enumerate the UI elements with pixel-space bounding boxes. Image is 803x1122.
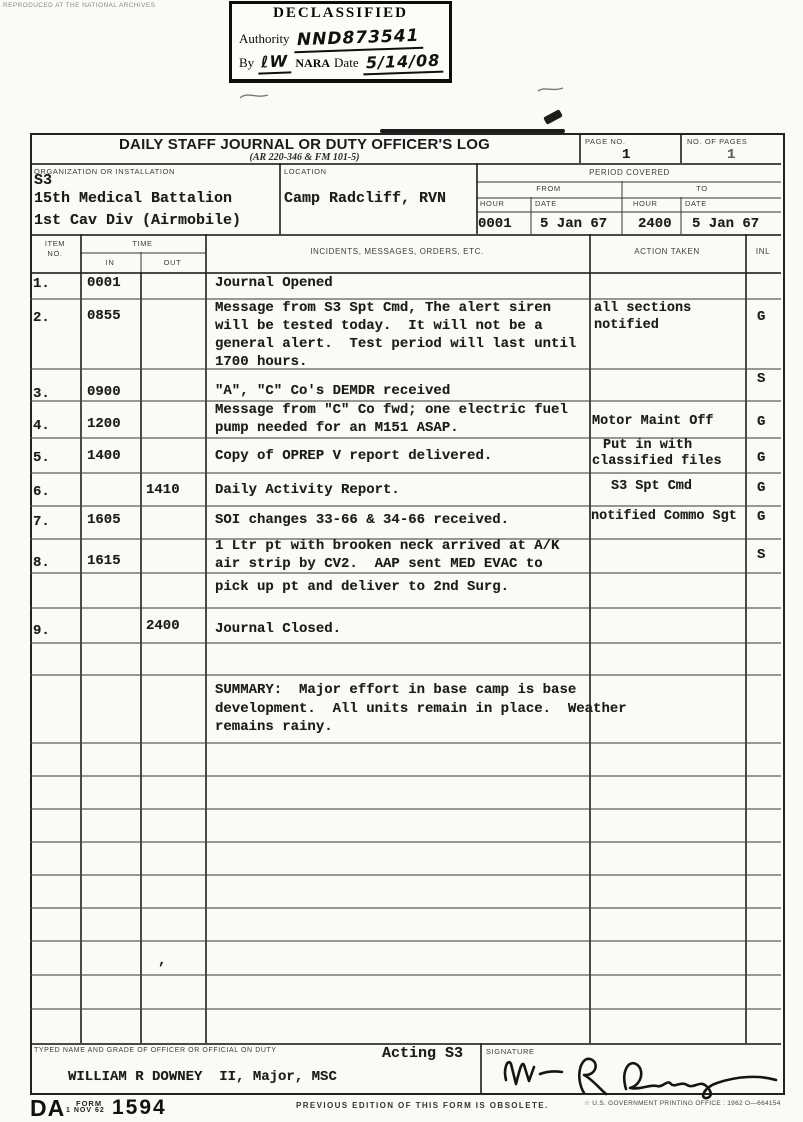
time-in: 1400 (87, 448, 121, 464)
inl-initial: G (757, 414, 766, 430)
msg-line: Journal Opened (215, 275, 333, 291)
action-line: S3 Spt Cmd (611, 479, 693, 494)
location-label: LOCATION (284, 167, 327, 176)
location-value: Camp Radcliff, RVN (284, 190, 447, 207)
msg-line: Message from "C" Co fwd; one electric fuel (215, 402, 568, 418)
inl-initial: S (757, 371, 766, 387)
inl-initial: G (757, 309, 766, 325)
footer-gpo-note: ☆ U.S. GOVERNMENT PRINTING OFFICE : 1962 O—664154 (584, 1100, 781, 1107)
time-in: 1605 (87, 512, 121, 528)
organization-label: ORGANIZATION OR INSTALLATION (34, 167, 175, 176)
summary-line: development. All units remain in place. Weather (215, 701, 627, 717)
inl-initial: S (757, 547, 766, 563)
scan-squiggle-artifact (536, 84, 566, 96)
col-header-in: IN (105, 258, 115, 267)
stamp-authority-line (239, 25, 422, 51)
item-no: 4. (33, 418, 50, 434)
signature-scrawl (492, 1048, 788, 1106)
item-no: 2. (33, 310, 50, 326)
footer-obsolete-note: PREVIOUS EDITION OF THIS FORM IS OBSOLETE. (296, 1101, 549, 1110)
to-date-value: 5 Jan 67 (692, 216, 760, 232)
msg-line: general alert. Test period will last until (215, 336, 577, 352)
scan-squiggle-artifact (238, 90, 272, 102)
stamp-agency: NARA (295, 56, 331, 70)
msg-line: pick up pt and deliver to 2nd Surg. (215, 579, 510, 595)
to-hour-value: 2400 (638, 216, 672, 232)
msg-line: Message from S3 Spt Cmd, The alert siren (215, 300, 552, 316)
from-date-value: 5 Jan 67 (540, 216, 608, 232)
msg-line: Copy of OPREP V report delivered. (215, 448, 493, 464)
stray-mark: , (158, 953, 167, 969)
no-of-pages-value: 1 (727, 147, 736, 163)
col-header-out: OUT (163, 258, 182, 267)
footer-form-label: FORM (76, 1099, 103, 1108)
form-title: DAILY STAFF JOURNAL OR DUTY OFFICER'S LOG (119, 136, 490, 153)
action-line: notified Commo Sgt (591, 509, 737, 524)
action-line: Motor Maint Off (592, 414, 714, 429)
summary-line: remains rainy. (215, 719, 333, 735)
col-header-inl: INL (755, 247, 771, 256)
period-to-label: TO (696, 184, 708, 193)
msg-line: 1700 hours. (215, 354, 308, 370)
stamp-by-initials: ℓW (258, 51, 292, 74)
time-in: 1615 (87, 553, 121, 569)
col-header-time: TIME (132, 239, 153, 248)
typed-name-label: TYPED NAME AND GRADE OF OFFICER OR OFFICIAL ON DUTY (34, 1047, 277, 1054)
msg-line: air strip by CV2. AAP sent MED EVAC to (215, 556, 543, 572)
summary-line: SUMMARY: Major effort in base camp is base (215, 682, 577, 698)
footer-form-date: 1 NOV 62 (66, 1107, 105, 1114)
item-no: 3. (33, 386, 50, 402)
organization-line2: 15th Medical Battalion (34, 190, 233, 207)
scan-smudge-artifact (543, 109, 563, 125)
duty-title-value: Acting S3 (382, 1045, 464, 1062)
no-of-pages-label: NO. OF PAGES (687, 137, 748, 146)
stamp-authority-value: NND873541 (293, 26, 422, 53)
time-in: 0900 (87, 384, 121, 400)
item-no: 9. (33, 623, 50, 639)
inl-initial: G (757, 480, 766, 496)
item-no: 5. (33, 450, 50, 466)
archives-watermark: REPRODUCED AT THE NATIONAL ARCHIVES (3, 2, 156, 9)
from-date-label: DATE (535, 199, 557, 208)
msg-line: will be tested today. It will not be a (215, 318, 543, 334)
signature-label: SIGNATURE (486, 1047, 535, 1056)
msg-line: Journal Closed. (215, 621, 342, 637)
item-no: 1. (33, 276, 50, 292)
footer-form-number: 1594 (112, 1096, 167, 1119)
form-outer-border (30, 133, 785, 1095)
time-in: 0001 (87, 275, 121, 291)
period-from-label: FROM (536, 184, 561, 193)
col-header-no: NO. (47, 249, 63, 258)
msg-line: pump needed for an M151 ASAP. (215, 420, 459, 436)
from-hour-value: 0001 (478, 216, 512, 232)
item-no: 8. (33, 555, 50, 571)
msg-line: 1 Ltr pt with brooken neck arrived at A/K (215, 538, 560, 554)
declassified-stamp (229, 1, 452, 83)
col-header-item: ITEM (44, 239, 66, 248)
action-line: Put in with (603, 438, 693, 453)
item-no: 6. (33, 484, 50, 500)
time-in: 1200 (87, 416, 121, 432)
col-header-action: ACTION TAKEN (634, 247, 700, 256)
organization-line3: 1st Cav Div (Airmobile) (34, 212, 242, 229)
stamp-date-value: 5/14/08 (362, 51, 443, 76)
action-line: classified files (592, 454, 722, 469)
msg-line: SOI changes 33-66 & 34-66 received. (215, 512, 510, 528)
page-no-label: PAGE NO. (585, 137, 626, 146)
inl-initial: G (757, 450, 766, 466)
col-header-incidents: INCIDENTS, MESSAGES, ORDERS, ETC. (310, 247, 484, 256)
time-out: 1410 (146, 482, 180, 498)
organization-line1: S3 (34, 172, 53, 189)
stamp-by-label: By (239, 55, 255, 70)
page-no-value: 1 (622, 147, 631, 163)
form-subtitle: (AR 220-346 & FM 101-5) (249, 152, 360, 163)
msg-line: "A", "C" Co's DEMDR received (215, 383, 451, 399)
stamp-by-line (239, 52, 443, 74)
typed-name-value: WILLIAM R DOWNEY II, Major, MSC (68, 1069, 337, 1085)
action-line: notified (594, 318, 659, 333)
action-line: all sections (594, 301, 692, 316)
time-in: 0855 (87, 308, 121, 324)
footer-da: DA (30, 1095, 66, 1121)
item-no: 7. (33, 514, 50, 530)
stamp-title: DECLASSIFIED (273, 5, 408, 21)
msg-line: Daily Activity Report. (215, 482, 400, 498)
time-out: 2400 (146, 618, 180, 634)
to-hour-label: HOUR (633, 199, 658, 208)
stamp-authority-label: Authority (239, 31, 290, 46)
inl-initial: G (757, 509, 766, 525)
stamp-date-label: Date (334, 55, 359, 70)
period-covered-label: PERIOD COVERED (589, 168, 670, 177)
from-hour-label: HOUR (480, 199, 505, 208)
to-date-label: DATE (685, 199, 707, 208)
